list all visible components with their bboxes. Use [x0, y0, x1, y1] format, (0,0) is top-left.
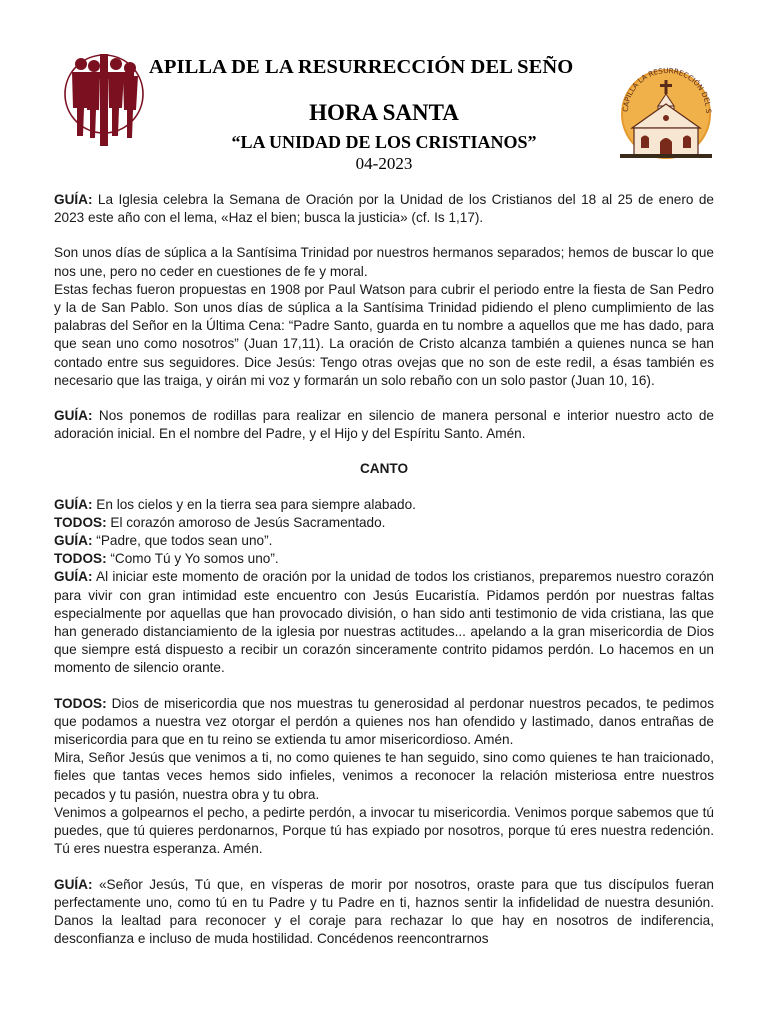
paragraph: TODOS: El corazón amoroso de Jesús Sacramentado. — [54, 514, 386, 530]
section-heading-canto: CANTO — [359, 461, 409, 477]
organization-name: APILLA DE LA RESURRECCIÓN DEL SEÑO — [149, 56, 574, 78]
document-date: 04-2023 — [355, 154, 413, 173]
paragraph: Estas fechas fueron propuestas en 1908 por Paul Watson para cubrir el periodo entre la fiesta de San Pedro y la de San Pablo. Son unos días de súplica a la Santísima Trinidad pidiendo el pleno cumplimiento de las palabras del Señor en la Última Cena: “Padre Santo, guarda en tu nombre a aquellos que me has dado, para que sean uno como nosotros” (Juan 17,11). La oración de Cristo alcanza también a quienes nunca se han contado entre sus seguidores. Dice Jesús: Tengo otras ovejas que no son de este redil, a ésas también es necesario que las traiga, y oirán mi voz y formarán un solo rebaño con un solo pastor (Juan 10, 16). — [54, 281, 714, 388]
document-body — [54, 191, 714, 948]
paragraph: TODOS: “Como Tú y Yo somos uno”. — [54, 551, 279, 567]
paragraph: Venimos a golpearnos el pecho, a pedirte perdón, a invocar tu misericordia. Venimos porque sabemos que tú puedes, que tú quieres perdonarnos, Porque tú has expiado por nosotros, porque tú eres nuestra redención. Tú eres nuestra esperanza. Amén. — [54, 804, 714, 857]
paragraph: TODOS: Dios de misericordia que nos muestras tu generosidad al perdonar nuestros pecados, te pedimos que podamos a nuestra vez otorgar el perdón a quienes nos han ofendido y lastimado, danos entrañas de misericordia para que en tu reino se extienda tu amor misericordioso. Amén. — [54, 695, 714, 748]
document-title: HORA SANTA — [309, 100, 459, 125]
paragraph: GUÍA: Nos ponemos de rodillas para realizar en silencio de manera personal e interior nuestro acto de adoración inicial. En el nombre del Padre, y el Hijo y del Espíritu Santo. Amén. — [54, 408, 714, 442]
paragraph: GUÍA: «Señor Jesús, Tú que, en vísperas de morir por nosotros, oraste para que tus discípulos fueran perfectamente uno, como tú en tu Padre y tu Padre en ti, haznos sentir la infidelidad de nuestra desunión. Danos la lealtad para reconocer y el coraje para rechazar lo que hay en nosotros de indiferencia, desconfianza e incluso de muda hostilidad. Concédenos reencontrarnos — [54, 876, 714, 947]
paragraph: GUÍA: La Iglesia celebra la Semana de Oración por la Unidad de los Cristianos del 18 al 25 de enero de 2023 este año con el lema, «Haz el bien; busca la justicia» (cf. Is 1,17). — [54, 192, 714, 226]
logo-ring-text: CAPILLA LA RESURRECCIÓN DEL S — [620, 65, 714, 114]
paragraph: Son unos días de súplica a la Santísima Trinidad por nuestros hermanos separados; hemos de buscar lo que nos une, pero no ceder en cuestiones de fe y moral. — [54, 245, 714, 279]
paragraph: GUÍA: “Padre, que todos sean uno”. — [54, 533, 273, 549]
document-subtitle: “LA UNIDAD DE LOS CRISTIANOS” — [231, 132, 537, 152]
paragraph: Mira, Señor Jesús que venimos a ti, no como quienes te han seguido, sino como quienes te han traicionado, fieles que tantas veces hemos sido infieles, venimos a reconocer la relación misteriosa entre nuestros pecados y tu pasión, nuestra obra y tu obra. — [54, 750, 714, 802]
paragraph: GUÍA: En los cielos y en la tierra sea para siempre alabado. — [54, 496, 416, 512]
paragraph: GUÍA: Al iniciar este momento de oración por la unidad de todos los cristianos, preparemos nuestro corazón para vivir con gran intimidad este encuentro con Jesús Eucaristía. Pidamos perdón por nuestras faltas especialmente por aquellas que han provocado división, o han sido anti testimonio de vida cristiana, las que han generado distanciamiento de la iglesia por nuestras actitudes... apelando a la gran misericordia de Dios que siempre está dispuesto a recibir un corazón sinceramente contrito pidamos perdón. Lo hacemos en un momento de silencio orante. — [54, 569, 714, 676]
